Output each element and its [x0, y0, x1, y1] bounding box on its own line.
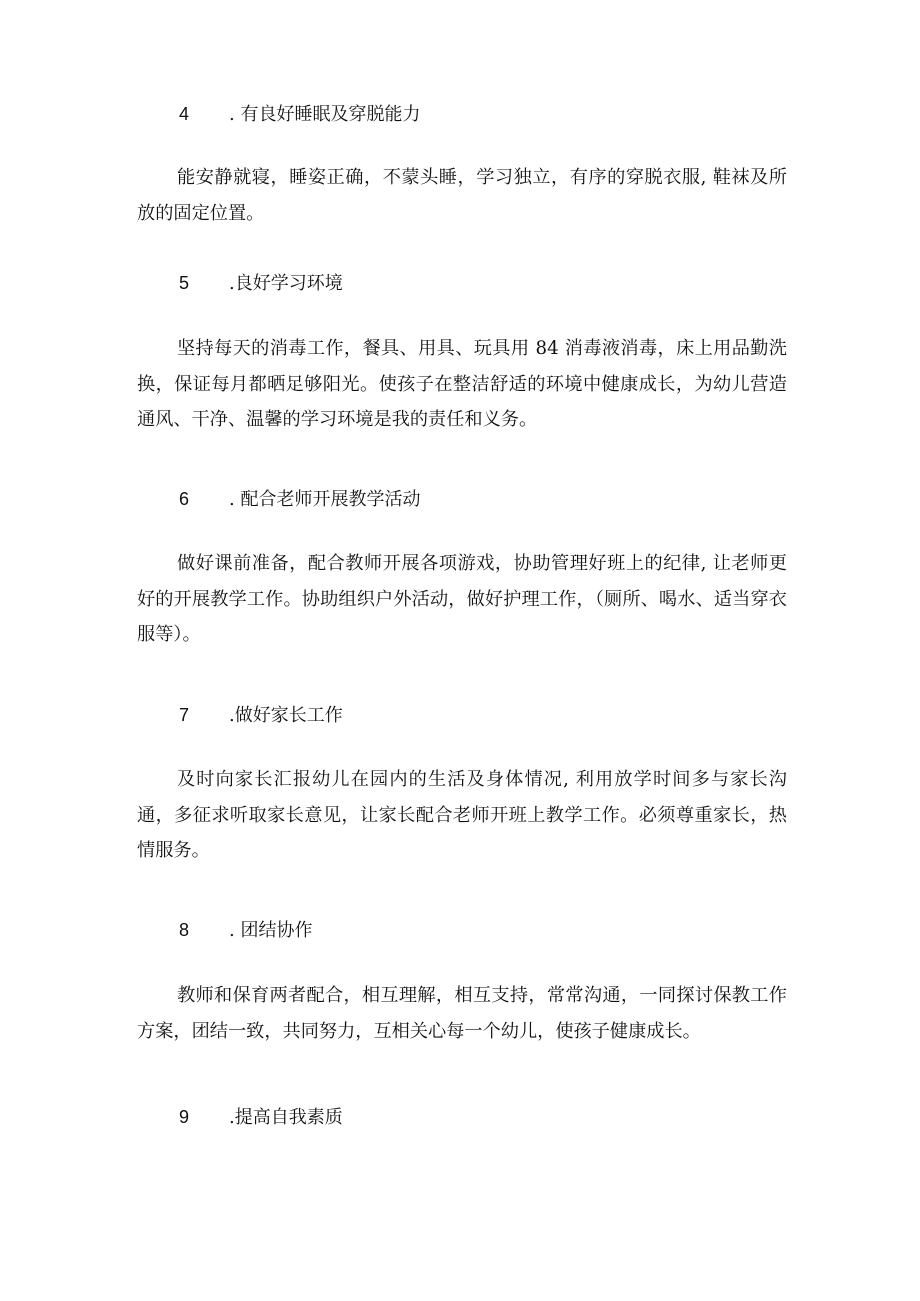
section-heading-6	[179, 487, 420, 511]
section-heading-4	[179, 102, 420, 126]
section-number: 6	[179, 489, 190, 509]
section-heading-7	[179, 703, 343, 727]
section-heading-5	[179, 271, 343, 295]
section-number: 7	[179, 705, 190, 725]
section-body-4: 能安静就寝，睡姿正确，不蒙头睡，学习独立，有序的穿脱衣服, 鞋袜及所放的固定位置。	[137, 167, 787, 224]
section-number: 9	[179, 1107, 190, 1127]
section-body-7: 及时向家长汇报幼儿在园内的生活及身体情况, 利用放学时间多与家长沟通，多征求听取家长意见，让家长配合老师开班上教学工作。必须尊重家长，热情服务。	[137, 769, 787, 861]
section-title: . 配合老师开展教学活动	[229, 489, 421, 510]
section-heading-9	[179, 1105, 343, 1129]
section-number: 4	[179, 104, 190, 124]
section-body-5: 坚持每天的消毒工作，餐具、用具、玩具用 84 消毒液消毒，床上用品勤洗换，保证每月都晒足够阳光。使孩子在整洁舒适的环境中健康成长，为幼儿营造通风、干净、温馨的学习环境是我的责任和义务。	[137, 338, 787, 430]
section-title: .做好家长工作	[229, 705, 343, 726]
section-body-6: 做好课前准备，配合教师开展各项游戏，协助管理好班上的纪律, 让老师更好的开展教学工作。协助组织户外活动，做好护理工作，（厕所、喝水、适当穿衣服等）。	[137, 553, 787, 645]
section-title: . 团结协作	[229, 920, 313, 941]
section-title: .提高自我素质	[229, 1107, 343, 1128]
section-body-8: 教师和保育两者配合，相互理解，相互支持，常常沟通，一同探讨保教工作方案，团结一致，共同努力，互相关心每一个幼儿，使孩子健康成长。	[137, 985, 787, 1042]
section-title: .良好学习环境	[229, 273, 343, 294]
section-number: 5	[179, 273, 190, 293]
section-title: . 有良好睡眠及穿脱能力	[229, 104, 421, 125]
section-number: 8	[179, 920, 190, 940]
section-heading-8	[179, 918, 312, 942]
